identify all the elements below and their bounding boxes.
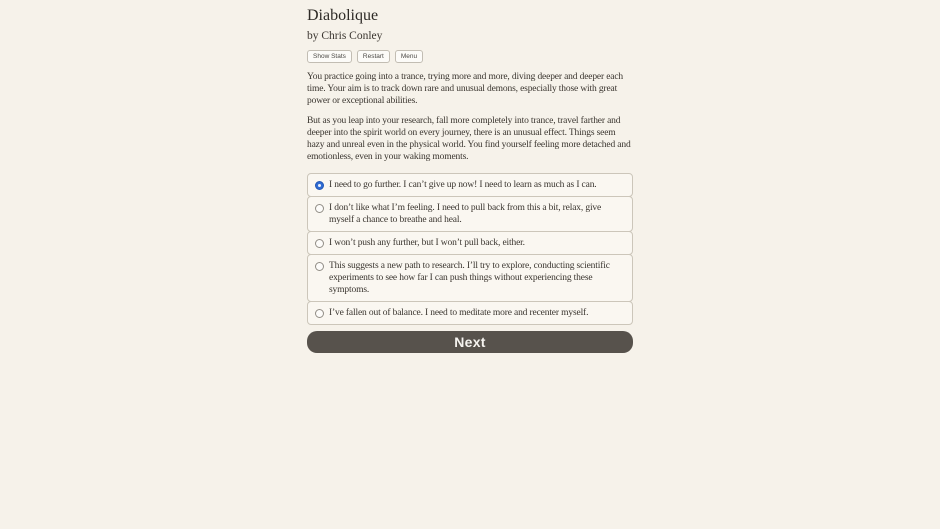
choice-option-label: I don’t like what I’m feeling. I need to pull back from this a bit, relax, give myself a chance to breathe and heal. [329,203,602,225]
next-button[interactable]: Next [307,331,633,353]
radio-unselected-icon[interactable] [315,309,324,318]
game-content-column [307,0,633,353]
game-author: by Chris Conley [307,30,383,42]
radio-unselected-icon[interactable] [315,239,324,248]
toolbar [307,50,633,63]
show-stats-button[interactable]: Show Stats [307,50,352,63]
choice-option[interactable] [307,196,633,232]
choice-list [307,173,633,325]
choice-option-label: I’ve fallen out of balance. I need to meditate more and recenter myself. [329,308,589,318]
story-paragraph: You practice going into a trance, trying more and more, diving deeper and deeper each time. Your aim is to track down rare and unusual demons, especially those with great power or exceptional abilities. [307,72,624,106]
choice-option-label: I won’t push any further, but I won’t pull back, either. [329,238,525,248]
choice-option[interactable] [307,254,633,302]
game-title: Diabolique [307,7,379,24]
story-text [307,71,633,163]
choice-option[interactable] [307,173,633,197]
choice-option-label: This suggests a new path to research. I’ll try to explore, conducting scientific experiments to see how far I can push things without experiencing these symptoms. [329,261,610,295]
radio-unselected-icon[interactable] [315,204,324,213]
choice-option[interactable] [307,231,633,255]
choice-option[interactable] [307,301,633,325]
story-paragraph: But as you leap into your research, fall more completely into trance, travel farther and deeper into the spirit world on every journey, there is an unusual effect. Things seem hazy and unreal even in the physical world. You find yourself feeling more detached and emotionless, even in your waking moments. [307,116,631,162]
radio-unselected-icon[interactable] [315,262,324,271]
radio-selected-icon[interactable] [315,181,324,190]
restart-button[interactable]: Restart [357,50,390,63]
choice-option-label: I need to go further. I can’t give up now! I need to learn as much as I can. [329,180,597,190]
menu-button[interactable]: Menu [395,50,423,63]
